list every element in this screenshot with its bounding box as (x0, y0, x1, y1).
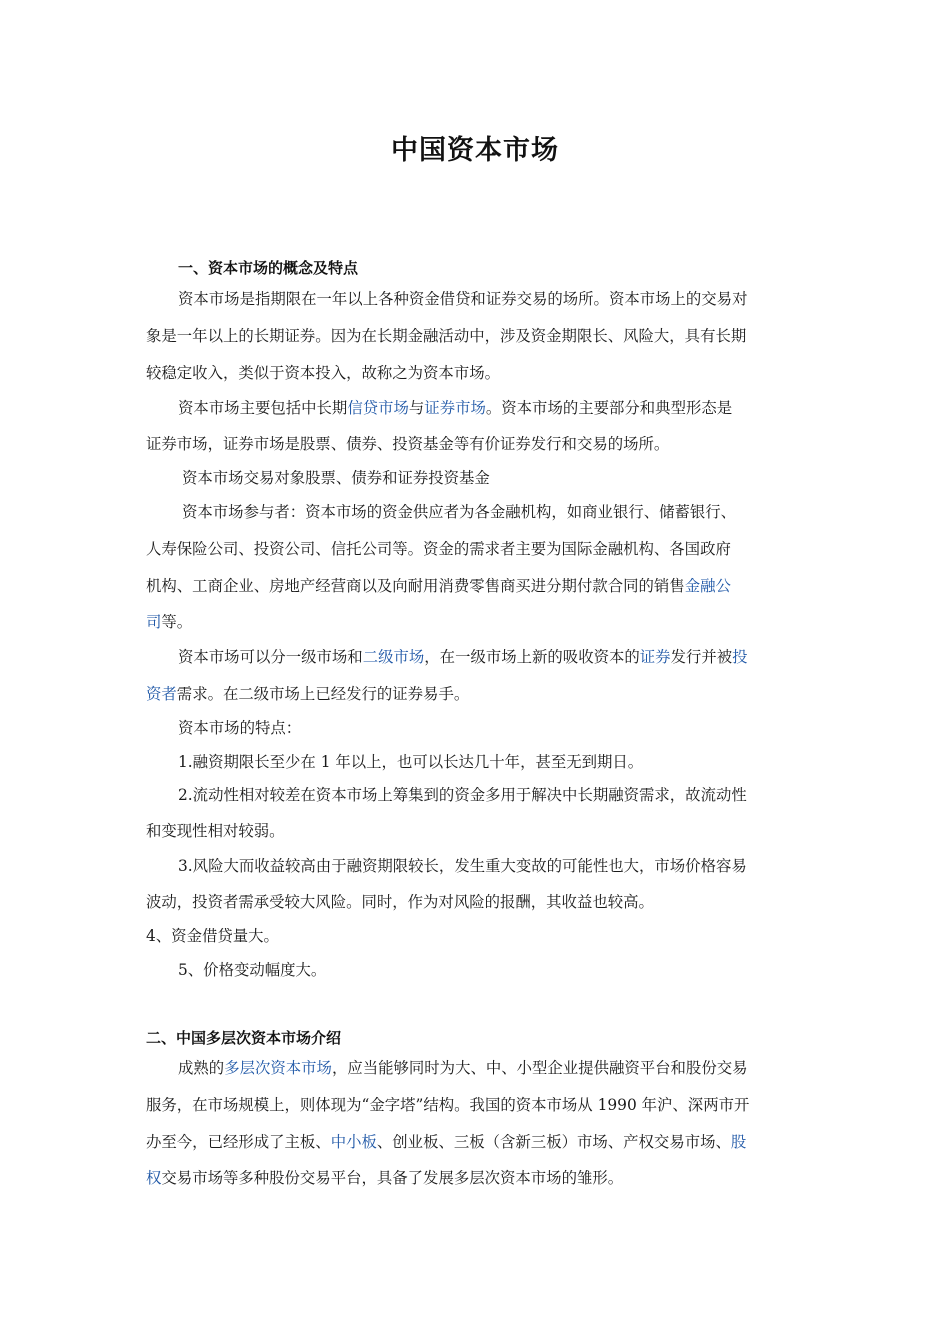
link-securities[interactable]: 证券 (639, 648, 671, 666)
link-sme-board[interactable]: 中小板 (330, 1133, 377, 1151)
list-item: 1.融资期限长至少在 1 年以上，也可以长达几十年，甚至无到期日。 (178, 753, 644, 771)
paragraph-line (146, 576, 731, 596)
section-1-heading: 一、资本市场的概念及特点 (178, 259, 359, 277)
text-run: ，在一级市场上新的吸收资本的 (424, 648, 640, 666)
paragraph-line (146, 612, 192, 632)
paragraph-line: 资本市场交易对象股票、债券和证券投资基金 (182, 469, 490, 487)
text-run: 、创业板、三板（含新三板）市场、产权交易市场、 (376, 1133, 731, 1151)
list-item: 3.风险大而收益较高由于融资期限较长，发生重大变故的可能性也大，市场价格容易 (178, 857, 747, 875)
list-item-cont: 波动，投资者需承受较大风险。同时，作为对风险的报酬，其收益也较高。 (146, 893, 654, 911)
text-run: 。资本市场的主要部分和典型形态是 (485, 399, 733, 417)
paragraph-line (146, 1168, 623, 1188)
link-finance-company-cont[interactable]: 司 (146, 613, 162, 631)
text-run: 资本市场可以分一级市场和 (178, 648, 363, 666)
link-equity-cont[interactable]: 权 (146, 1169, 162, 1187)
text-run: 资本市场主要包括中长期 (178, 399, 348, 417)
link-multilevel-capital-market[interactable]: 多层次资本市场 (224, 1059, 332, 1077)
page-title: 中国资本市场 (391, 135, 559, 166)
list-item-cont: 和变现性相对较弱。 (146, 822, 285, 840)
text-run: 成熟的 (178, 1059, 225, 1077)
paragraph-line (146, 684, 469, 704)
paragraph-line: 较稳定收入，类似于资本投入，故称之为资本市场。 (146, 364, 500, 382)
paragraph-line: 证券市场，证券市场是股票、债券、投资基金等有价证券发行和交易的场所。 (146, 435, 670, 453)
text-run: 等。 (161, 613, 193, 631)
link-investor-cont[interactable]: 资者 (146, 685, 177, 703)
paragraph-line: 资本市场参与者：资本市场的资金供应者为各金融机构，如商业银行、储蓄银行、 (182, 503, 737, 521)
text-run: ，应当能够同时为大、中、小型企业提供融资平台和股份交易 (331, 1059, 748, 1077)
link-equity[interactable]: 股 (730, 1133, 747, 1151)
paragraph-line: 资本市场的特点： (178, 719, 302, 737)
paragraph-line (146, 1132, 746, 1152)
link-credit-market[interactable]: 信贷市场 (347, 399, 409, 417)
paragraph-line (178, 398, 732, 418)
list-item: 2.流动性相对较差在资本市场上筹集到的资金多用于解决中长期融资需求，故流动性 (178, 786, 747, 804)
text-run: 与 (408, 399, 425, 417)
paragraph-line: 资本市场是指期限在一年以上各种资金借贷和证券交易的场所。资本市场上的交易对 (178, 290, 748, 308)
text-run: 发行并被 (670, 648, 733, 666)
text-run: 需求。在二级市场上已经发行的证券易手。 (176, 685, 470, 703)
section-2-heading: 二、中国多层次资本市场介绍 (146, 1029, 342, 1047)
paragraph-line: 象是一年以上的长期证券。因为在长期金融活动中，涉及资金期限长、风险大，具有长期 (146, 327, 747, 345)
link-investor[interactable]: 投 (732, 648, 748, 666)
paragraph-line (178, 647, 748, 667)
paragraph-line (178, 1058, 748, 1078)
text-run: 交易市场等多种股份交易平台，具备了发展多层次资本市场的雏形。 (161, 1169, 624, 1187)
link-secondary-market[interactable]: 二级市场 (362, 648, 425, 666)
paragraph-line: 服务，在市场规模上，则体现为“金字塔”结构。我国的资本市场从 1990 年沪、深两市开 (146, 1096, 750, 1114)
text-run: 机构、工商企业、房地产经营商以及向耐用消费零售商买进分期付款合同的销售 (146, 577, 685, 595)
link-securities-market[interactable]: 证券市场 (424, 399, 486, 417)
text-run: 办至今，已经形成了主板、 (146, 1133, 331, 1151)
paragraph-line: 人寿保险公司、投资公司、信托公司等。资金的需求者主要为国际金融机构、各国政府 (146, 540, 731, 558)
list-item: 4、资金借贷量大。 (146, 927, 279, 945)
list-item: 5、价格变动幅度大。 (178, 961, 327, 979)
link-finance-company[interactable]: 金融公 (684, 577, 731, 595)
